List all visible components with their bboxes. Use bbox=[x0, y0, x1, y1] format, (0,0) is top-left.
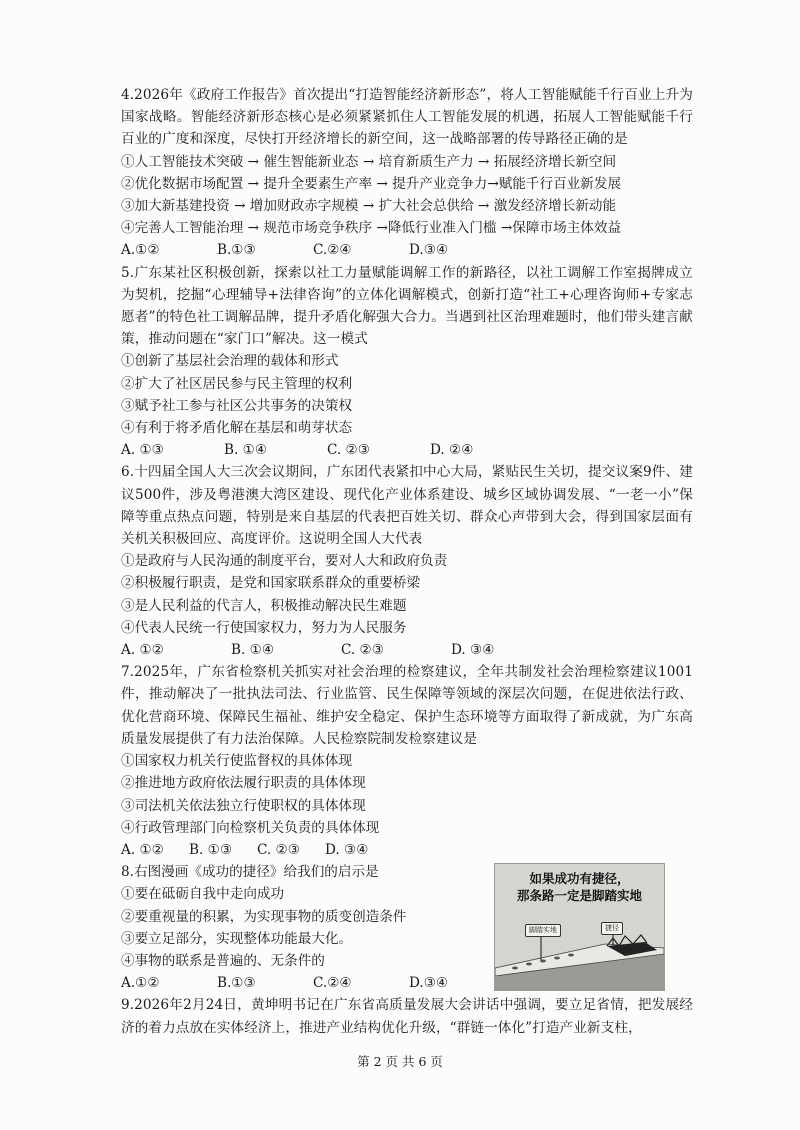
question-4-choices bbox=[121, 239, 693, 261]
question-5-choice-b: B. ①④ bbox=[224, 442, 268, 459]
question-5 bbox=[121, 262, 693, 462]
question-7 bbox=[121, 661, 693, 861]
question-8-option-4: ④事物的联系是普遍的、无条件的 bbox=[121, 952, 325, 969]
question-5-choices bbox=[121, 439, 693, 461]
question-7-choices bbox=[121, 839, 693, 861]
question-8 bbox=[121, 861, 693, 994]
question-8-choice-a: A.①② bbox=[121, 975, 160, 992]
question-4-choice-b: B.①③ bbox=[217, 242, 256, 259]
question-8-choice-c: C.②④ bbox=[313, 975, 352, 992]
question-4 bbox=[121, 84, 693, 262]
question-6 bbox=[121, 461, 693, 661]
cartoon-caption-line-1: 如果成功有捷径， bbox=[529, 871, 630, 887]
question-7-choice-c: C. ②③ bbox=[257, 841, 300, 858]
question-8-option-2: ②要重视量的积累，为实现事物的质变创造条件 bbox=[121, 908, 407, 925]
question-6-choice-c: C. ②③ bbox=[341, 642, 384, 659]
question-4-choice-c: C.②④ bbox=[313, 242, 352, 259]
question-4-option-4: ④完善人工智能治理 → 规范市场竞争秩序 →降低行业准入门槛 →保障市场主体效益 bbox=[121, 220, 622, 237]
question-4-stem: 4.2026年《政府工作报告》首次提出“打造智能经济新形态”，将人工智能赋能千行百业上升为国家战略。智能经济新形态核心是必须紧紧抓住人工智能发展的机遇，拓展人工智能赋能千行百业的广度和深度，尽快打开经济增长的新空间，这一战略部署的传导路径正确的是 bbox=[121, 87, 693, 148]
question-6-choice-a: A. ①② bbox=[121, 642, 164, 659]
cartoon-sign-steady: 脚踏实地 bbox=[525, 924, 561, 937]
success-shortcut-cartoon bbox=[494, 863, 665, 991]
question-5-option-3: ③赋予社工参与社区公共事务的决策权 bbox=[121, 397, 353, 414]
question-6-option-4: ④代表人民统一行使国家权力，努力为人民服务 bbox=[121, 619, 407, 636]
question-8-option-1: ①要在砥砺自我中走向成功 bbox=[121, 886, 285, 903]
question-7-option-2: ②推进地方政府依法履行职责的具体体现 bbox=[121, 775, 366, 792]
question-7-option-3: ③司法机关依法独立行使职权的具体体现 bbox=[121, 797, 366, 814]
question-4-option-2: ②优化数据市场配置 → 提升全要素生产率 → 提升产业竞争力→赋能千行百业新发展 bbox=[121, 175, 622, 192]
question-9 bbox=[121, 994, 693, 1038]
question-5-option-4: ④有利于将矛盾化解在基层和萌芽状态 bbox=[121, 420, 353, 437]
question-7-choice-a: A. ①② bbox=[121, 841, 164, 858]
question-7-choice-d: D. ③④ bbox=[325, 841, 369, 858]
question-5-option-1: ①创新了基层社会治理的载体和形式 bbox=[121, 353, 339, 370]
question-6-option-1: ①是政府与人民沟通的制度平台，要对人大和政府负责 bbox=[121, 553, 448, 570]
question-5-choice-c: C. ②③ bbox=[327, 442, 370, 459]
question-5-choice-a: A. ①③ bbox=[121, 442, 164, 459]
question-6-choice-d: D. ③④ bbox=[451, 642, 495, 659]
question-6-option-2: ②积极履行职责，是党和国家联系群众的重要桥梁 bbox=[121, 575, 421, 592]
question-7-stem: 7.2025年，广东省检察机关抓实对社会治理的检察建议，全年共制发社会治理检察建议1001件，推动解决了一批执法司法、行业监管、民生保障等领域的深层次问题，在促进依法行政、优化营商环境、保障民生福祉、维护安全稳定、保护生态环境等方面取得了新成就，为广东高质量发展提供了有力法治保障。人民检察院制发检察建议是 bbox=[121, 664, 693, 747]
question-8-text bbox=[121, 861, 481, 972]
page-content bbox=[121, 84, 693, 1039]
question-8-option-3: ③要立足部分，实现整体功能最大化。 bbox=[121, 930, 353, 947]
question-9-stem: 9.2026年2月24日，黄坤明书记在广东省高质量发展大会讲话中强调，要立足省情，把发展经济的着力点放在实体经济上，推进产业结构优化升级，“群链一体化”打造产业新支柱， bbox=[121, 997, 693, 1036]
question-8-choice-d: D.③④ bbox=[409, 975, 449, 992]
question-6-stem: 6.十四届全国人大三次会议期间，广东团代表紧扣中心大局，紧贴民生关切，提交议案9件、建议500件，涉及粤港澳大湾区建设、现代化产业体系建设、城乡区域协调发展、“一老一小”保障等重点热点问题，特别是来自基层的代表把百姓关切、群众心声带到大会，得到国家层面有关机关积极回应、高度评价。这说明全国人大代表 bbox=[121, 464, 693, 548]
question-7-option-4: ④行政管理部门向检察机关负责的具体体现 bbox=[121, 819, 380, 836]
question-4-choice-d: D.③④ bbox=[409, 242, 449, 259]
question-6-choices bbox=[121, 639, 693, 661]
page-footer: 第 2 页 共 6 页 bbox=[357, 1054, 443, 1069]
question-7-option-1: ①国家权力机关行使监督权的具体体现 bbox=[121, 753, 353, 770]
question-5-choice-d: D. ②④ bbox=[430, 442, 474, 459]
question-5-option-2: ②扩大了社区居民参与民主管理的权利 bbox=[121, 375, 353, 392]
question-4-option-3: ③加大新基建投资 → 增加财政赤字规模 → 扩大社会总供给 → 激发经济增长新动能 bbox=[121, 198, 617, 215]
question-7-choice-b: B. ①③ bbox=[189, 841, 233, 858]
question-8-choice-b: B.①③ bbox=[217, 975, 256, 992]
question-4-option-1: ①人工智能技术突破 → 催生智能新业态 → 培育新质生产力 → 拓展经济增长新空间 bbox=[121, 153, 617, 170]
question-5-stem: 5.广东某社区积极创新，探索以社工力量赋能调解工作的新路径，以社工调解工作室揭牌成立为契机，挖掘“心理辅导+法律咨询”的立体化调解模式，创新打造“社工+心理咨询师+专家志愿者”的特色社工调解品牌，提升矛盾化解强大合力。当遇到社区治理难题时，他们带头建言献策，推动问题在“家门口”解决。这一模式 bbox=[121, 264, 693, 348]
cartoon-sign-shortcut: 捷径 bbox=[601, 922, 623, 935]
question-8-stem: 8.右图漫画《成功的捷径》给我们的启示是 bbox=[121, 864, 379, 881]
cartoon-caption-line-2: 那条路一定是脚踏实地 bbox=[516, 888, 642, 904]
question-6-choice-b: B. ①④ bbox=[231, 642, 275, 659]
question-6-option-3: ③是人民利益的代言人，积极推动解决民生难题 bbox=[121, 597, 407, 614]
cartoon-caption bbox=[495, 870, 664, 904]
question-4-choice-a: A.①② bbox=[121, 242, 160, 259]
